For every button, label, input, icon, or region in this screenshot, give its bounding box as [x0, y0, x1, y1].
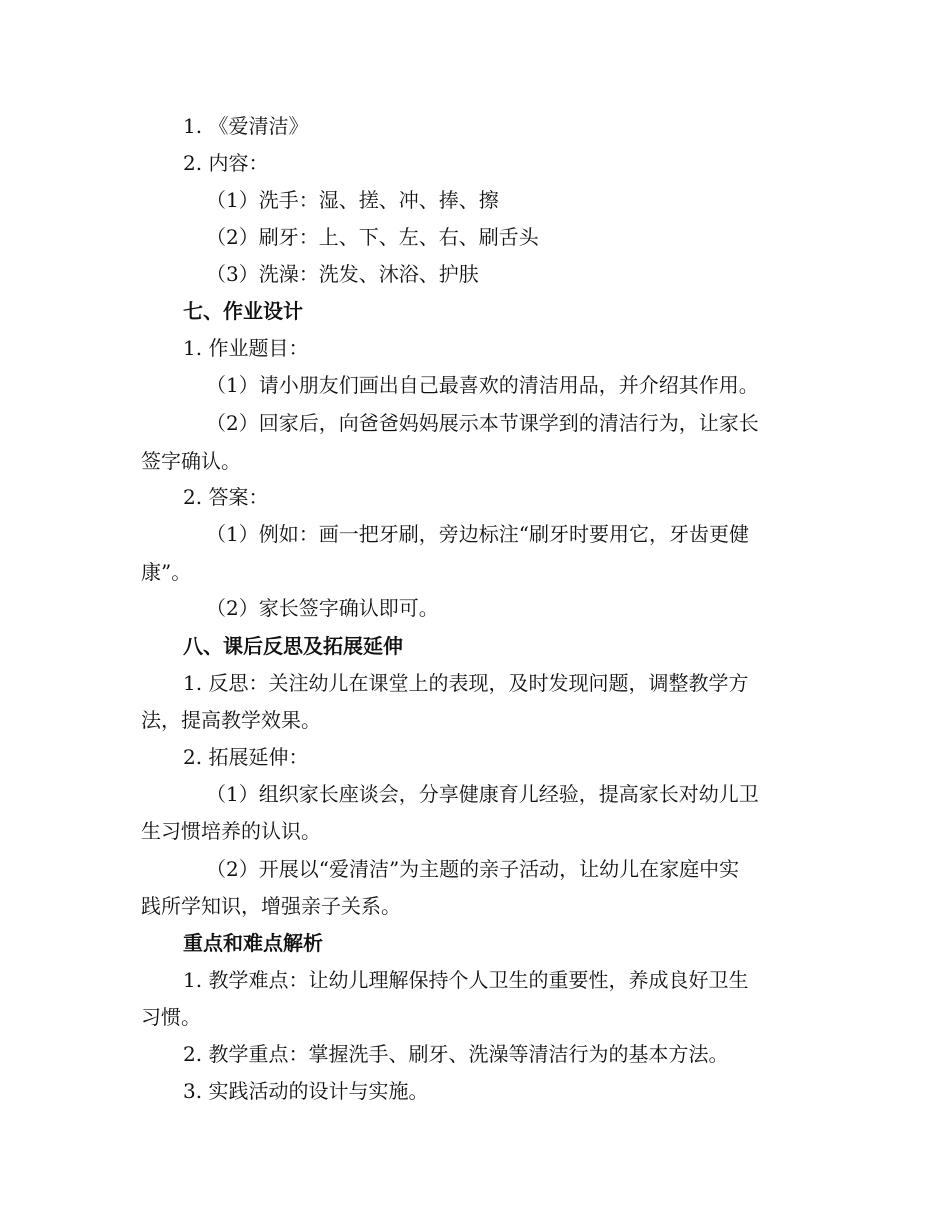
doc-line: （2）回家后，向爸爸妈妈展示本节课学到的清洁行为，让家长: [206, 411, 759, 435]
doc-line: （2）家长签字确认即可。: [206, 596, 439, 620]
doc-line: 习惯。: [141, 1005, 201, 1029]
doc-line: （2）开展以“爱清洁”为主题的亲子活动，让幼儿在家庭中实: [206, 857, 740, 881]
section-heading: 七、作业设计: [183, 299, 303, 323]
doc-line: （1）例如：画一把牙刷，旁边标注“刷牙时要用它，牙齿更健: [206, 522, 749, 546]
doc-line: 1. 《爱清洁》: [183, 114, 309, 138]
doc-line: 2. 答案：: [183, 485, 269, 509]
doc-line: 生习惯培养的认识。: [141, 819, 321, 843]
doc-line: 签字确认。: [141, 449, 241, 473]
doc-line: （1）请小朋友们画出自己最喜欢的清洁用品，并介绍其作用。: [206, 373, 759, 397]
doc-line: 康”。: [141, 560, 192, 584]
section-heading: 八、课后反思及拓展延伸: [183, 634, 403, 658]
doc-line: （1）洗手：湿、搓、冲、捧、擦: [206, 188, 499, 212]
doc-line: 3. 实践活动的设计与实施。: [183, 1079, 429, 1103]
doc-line: （1）组织家长座谈会，分享健康育儿经验，提高家长对幼儿卫: [206, 782, 759, 806]
doc-line: 1. 作业题目：: [183, 336, 309, 360]
doc-line: 践所学知识，增强亲子关系。: [141, 894, 401, 918]
doc-line: 1. 教学难点：让幼儿理解保持个人卫生的重要性，养成良好卫生: [183, 968, 749, 992]
doc-line: 2. 内容：: [183, 151, 269, 175]
doc-line: 法，提高教学效果。: [141, 708, 321, 732]
doc-line: （3）洗澡：洗发、沐浴、护肤: [206, 262, 479, 286]
section-heading: 重点和难点解析: [183, 931, 323, 955]
doc-line: 1. 反思：关注幼儿在课堂上的表现，及时发现问题，调整教学方: [183, 671, 749, 695]
doc-line: 2. 拓展延伸：: [183, 745, 309, 769]
doc-line: 2. 教学重点：掌握洗手、刷牙、洗澡等清洁行为的基本方法。: [183, 1042, 729, 1066]
doc-line: （2）刷牙：上、下、左、右、刷舌头: [206, 225, 539, 249]
